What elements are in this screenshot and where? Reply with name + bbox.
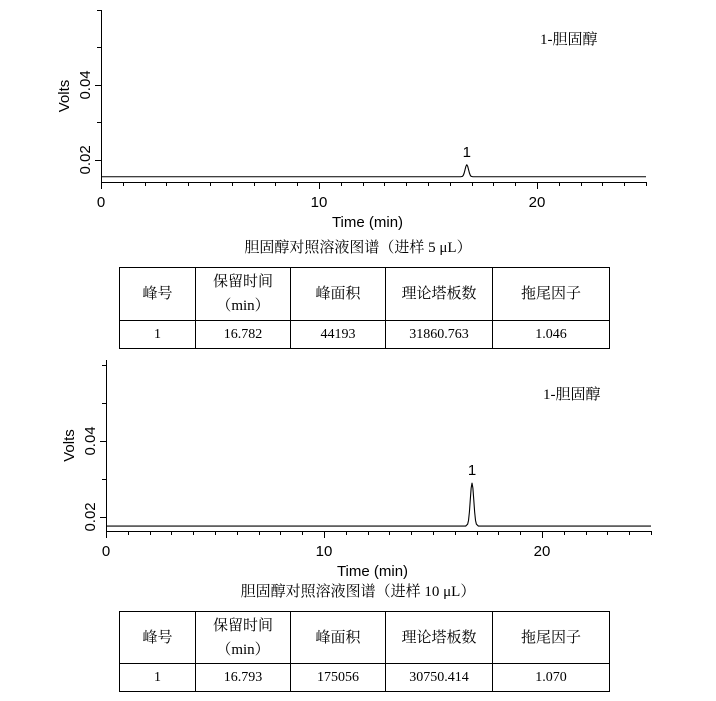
chromatogram-trace (101, 165, 646, 177)
cell-peak-number: 1 (120, 664, 196, 692)
cell-tailing-factor: 1.070 (493, 664, 610, 692)
cell-retention-time: 16.793 (196, 664, 291, 692)
y-axis-title: Volts (61, 429, 78, 462)
y-tick-label: 0.02 (82, 502, 99, 532)
chromatogram-5ul (0, 0, 716, 234)
header-peak-number: 峰号 (120, 268, 196, 321)
figure-caption: 胆固醇对照溶液图谱（进样 5 μL） (244, 240, 472, 256)
peak-number-label: 1 (462, 143, 471, 161)
header-retention-time-label: 保留时间 (212, 274, 273, 290)
header-theoretical-plates: 理论塔板数 (386, 268, 493, 321)
figure-caption: 胆固醇对照溶液图谱（进样 10 μL） (240, 584, 476, 600)
y-tick-label: 0.02 (77, 145, 94, 175)
header-theoretical-plates: 理论塔板数 (386, 612, 493, 664)
cell-peak-number: 1 (120, 321, 196, 349)
y-tick-label: 0.04 (82, 426, 99, 456)
peak-legend-label: 1-胆固醇 (543, 387, 601, 403)
table-row (120, 664, 610, 692)
x-tick-label: 20 (528, 194, 546, 211)
header-tailing-factor: 拖尾因子 (493, 268, 610, 321)
peak-results-table (119, 611, 610, 692)
header-retention-time-unit: （min） (216, 298, 270, 314)
header-retention-time-unit: （min） (216, 641, 270, 658)
chromatogram-10ul (0, 350, 716, 586)
cell-peak-area: 175056 (291, 664, 386, 692)
header-peak-area: 峰面积 (291, 612, 386, 664)
cell-peak-area: 44193 (291, 321, 386, 349)
cell-theoretical-plates: 30750.414 (386, 664, 493, 692)
x-tick-label: 20 (533, 543, 551, 560)
chromatogram-trace (106, 483, 651, 526)
peak-number-label: 1 (467, 462, 477, 480)
x-tick-label: 0 (101, 543, 111, 560)
y-axis-title: Volts (56, 79, 73, 113)
header-retention-time-label: 保留时间 (212, 617, 273, 634)
x-tick-label: 0 (96, 194, 106, 211)
cell-tailing-factor: 1.046 (493, 321, 610, 349)
y-tick-label: 0.04 (77, 70, 94, 100)
peak-results-table (119, 267, 610, 349)
header-retention-time (196, 612, 291, 664)
table-row (120, 321, 610, 349)
x-axis-title: Time (min) (331, 214, 404, 231)
table-header-row (120, 268, 610, 321)
x-axis-title: Time (min) (336, 563, 409, 580)
header-peak-number: 峰号 (120, 612, 196, 664)
header-tailing-factor: 拖尾因子 (493, 612, 610, 664)
header-peak-area: 峰面积 (291, 268, 386, 321)
x-tick-label: 10 (315, 543, 333, 560)
table-header-row (120, 612, 610, 664)
header-retention-time (196, 268, 291, 321)
x-tick-label: 10 (310, 194, 328, 211)
cell-theoretical-plates: 31860.763 (386, 321, 493, 349)
peak-legend-label: 1-胆固醇 (540, 32, 598, 48)
cell-retention-time: 16.782 (196, 321, 291, 349)
